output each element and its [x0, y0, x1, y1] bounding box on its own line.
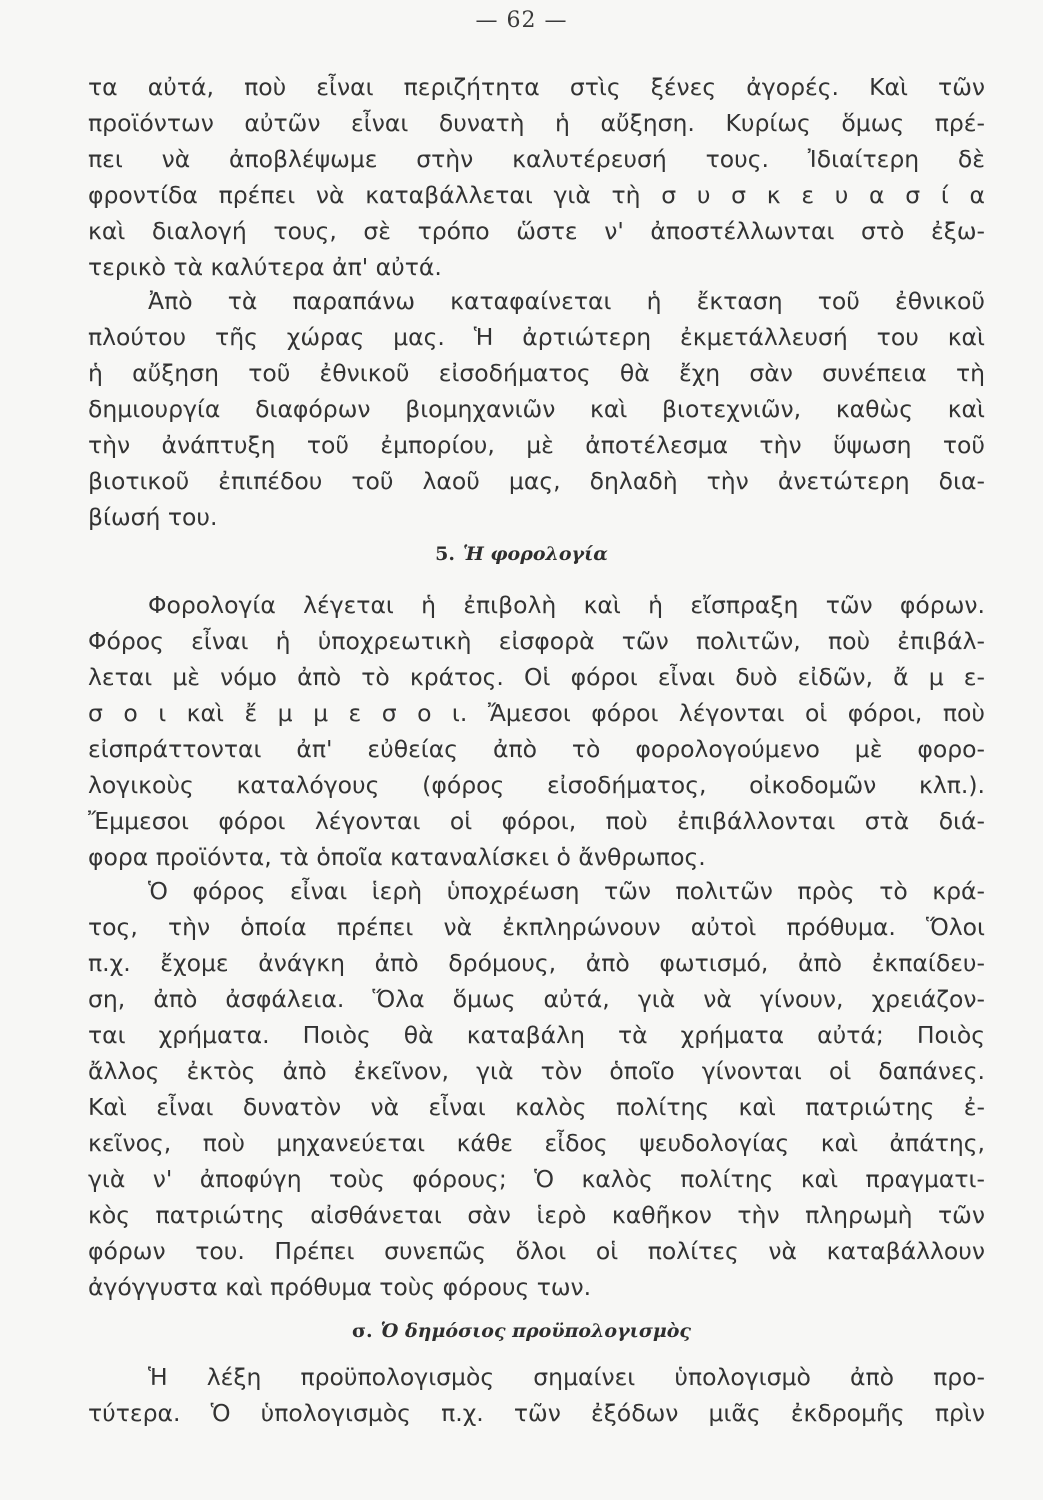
text-line: φόρων του. Πρέπει συνεπῶς ὅλοι οἱ πολίτες νὰ καταβάλλουν — [88, 1237, 985, 1265]
text-line: εἰσπράττονται ἀπ' εὐθείας ἀπὸ τὸ φορολογούμενο μὲ φορο- — [88, 735, 985, 763]
text-line: Φορολογία λέγεται ἡ ἐπιβολὴ καὶ ἡ εἴσπραξη τῶν φόρων. — [148, 591, 985, 619]
text-line: γιὰ ν' ἀποφύγη τοὺς φόρους; Ὁ καλὸς πολίτης καὶ πραγματι- — [88, 1165, 985, 1193]
text-line: πει νὰ ἀποβλέψωμε στὴν καλυτέρευσή τους. Ἰδιαίτερη δὲ — [88, 145, 985, 173]
text-line: τος, τὴν ὁποία πρέπει νὰ ἐκπληρώνουν αὐτοὶ πρόθυμα. Ὅλοι — [88, 913, 985, 941]
text-line: ἡ αὔξηση τοῦ ἐθνικοῦ εἰσοδήματος θὰ ἔχη σὰν συνέπεια τὴ — [88, 359, 985, 387]
text-line: λογικοὺς καταλόγους (φόρος εἰσοδήματος, οἰκοδομῶν κλπ.). — [88, 771, 985, 799]
text-line: Φόρος εἶναι ἡ ὑποχρεωτικὴ εἰσφορὰ τῶν πολιτῶν, ποὺ ἐπιβάλ- — [88, 627, 985, 655]
text-line: Ὁ φόρος εἶναι ἱερὴ ὑποχρέωση τῶν πολιτῶν πρὸς τὸ κρά- — [148, 877, 985, 905]
text-line: δημιουργία διαφόρων βιομηχανιῶν καὶ βιοτεχνιῶν, καθὼς καὶ — [88, 395, 985, 423]
section-title: Ἡ φορολογία — [462, 543, 608, 565]
section-number: σ. — [352, 1320, 373, 1342]
section-heading — [0, 1320, 1043, 1342]
text-line: τὴν ἀνάπτυξη τοῦ ἐμπορίου, μὲ ἀποτέλεσμα τὴν ὕψωση τοῦ — [88, 431, 985, 459]
section-heading — [0, 543, 1043, 565]
text-line: κεῖνος, ποὺ μηχανεύεται κάθε εἶδος ψευδολογίας καὶ ἀπάτης, — [88, 1129, 985, 1157]
text-line: Ἡ λέξη προϋπολογισμὸς σημαίνει ὑπολογισμὸ ἀπὸ προ- — [148, 1363, 985, 1391]
text-line: πλούτου τῆς χώρας μας. Ἡ ἀρτιώτερη ἐκμετάλλευσή του καὶ — [88, 323, 985, 351]
text-line: λεται μὲ νόμο ἀπὸ τὸ κράτος. Οἱ φόροι εἶναι δυὸ εἰδῶν, ἄ μ ε- — [88, 663, 985, 691]
text-line: Ἀπὸ τὰ παραπάνω καταφαίνεται ἡ ἔκταση τοῦ ἐθνικοῦ — [148, 287, 985, 315]
text-line: σ ο ι καὶ ἔ μ μ ε σ ο ι. Ἄμεσοι φόροι λέγονται οἱ φόροι, ποὺ — [88, 699, 985, 727]
text-line: βίωσή του. — [88, 503, 218, 531]
text-line: κὸς πατριώτης αἰσθάνεται σὰν ἱερὸ καθῆκον τὴν πληρωμὴ τῶν — [88, 1201, 985, 1229]
section-number: 5. — [435, 543, 455, 565]
text-line: τα αὐτά, ποὺ εἶναι περιζήτητα στὶς ξένες ἀγορές. Καὶ τῶν — [88, 73, 985, 101]
page-number: — 62 — — [475, 8, 568, 33]
text-line: προϊόντων αὐτῶν εἶναι δυνατὴ ἡ αὔξηση. Κυρίως ὅμως πρέ- — [88, 109, 985, 137]
text-line: π.χ. ἔχομε ἀνάγκη ἀπὸ δρόμους, ἀπὸ φωτισμό, ἀπὸ ἐκπαίδευ- — [88, 949, 985, 977]
text-line: τερικὸ τὰ καλύτερα ἀπ' αὐτά. — [88, 253, 442, 281]
text-line: Καὶ εἶναι δυνατὸν νὰ εἶναι καλὸς πολίτης καὶ πατριώτης ἐ- — [88, 1093, 985, 1121]
section-title: Ὁ δημόσιος προϋπολογισμὸς — [380, 1320, 691, 1342]
text-line: φροντίδα πρέπει νὰ καταβάλλεται γιὰ τὴ σ υ σ κ ε υ α σ ί α — [88, 181, 985, 209]
text-line: ἄλλος ἐκτὸς ἀπὸ ἐκεῖνον, γιὰ τὸν ὁποῖο γίνονται οἱ δαπάνες. — [88, 1057, 985, 1085]
text-line: ση, ἀπὸ ἀσφάλεια. Ὅλα ὅμως αὐτά, γιὰ νὰ γίνουν, χρειάζον- — [88, 985, 985, 1013]
text-line: ται χρήματα. Ποιὸς θὰ καταβάλη τὰ χρήματα αὐτά; Ποιὸς — [88, 1021, 985, 1049]
text-line: ἀγόγγυστα καὶ πρόθυμα τοὺς φόρους των. — [88, 1273, 592, 1301]
text-line: Ἔμμεσοι φόροι λέγονται οἱ φόροι, ποὺ ἐπιβάλλονται στὰ διά- — [88, 807, 985, 835]
text-line: τύτερα. Ὁ ὑπολογισμὸς π.χ. τῶν ἐξόδων μιᾶς ἐκδρομῆς πρὶν — [88, 1399, 985, 1427]
text-line: φορα προϊόντα, τὰ ὁποῖα καταναλίσκει ὁ ἄνθρωπος. — [88, 843, 706, 871]
text-line: καὶ διαλογή τους, σὲ τρόπο ὥστε ν' ἀποστέλλωνται στὸ ἐξω- — [88, 217, 985, 245]
text-line: βιοτικοῦ ἐπιπέδου τοῦ λαοῦ μας, δηλαδὴ τὴν ἀνετώτερη δια- — [88, 467, 985, 495]
